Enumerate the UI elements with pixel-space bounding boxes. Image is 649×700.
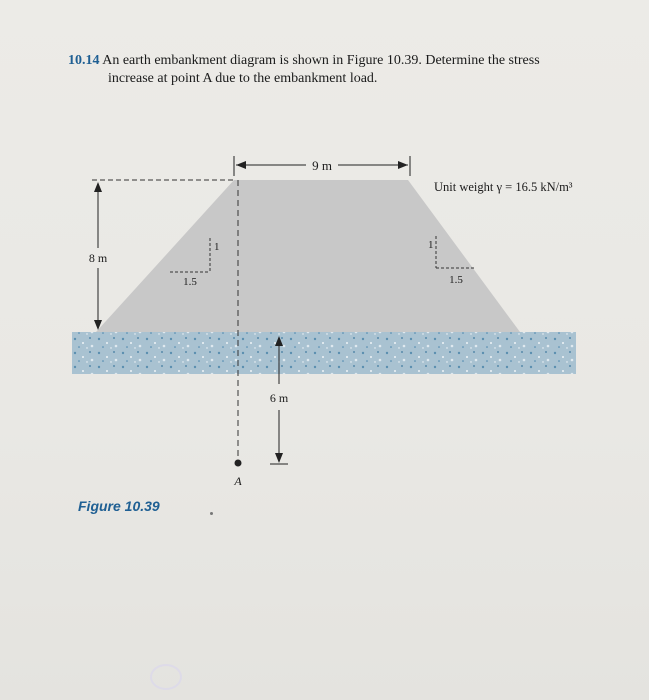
stray-dot	[210, 512, 213, 515]
foundation-soil-layer	[72, 332, 576, 374]
left-slope-run-label: 1.5	[183, 276, 197, 288]
figure-caption: Figure 10.39	[78, 498, 160, 514]
width-label: 9 m	[312, 158, 332, 173]
height-label: 8 m	[88, 251, 108, 265]
problem-text-1: An earth embankment diagram is shown in Figure 10.39. Determine the stress	[102, 53, 540, 68]
right-slope-rise-label: 1	[428, 239, 434, 251]
problem-line-2: increase at point A due to the embankment load.	[108, 71, 378, 86]
width-arrow-left	[236, 161, 246, 169]
reflection-smudge	[150, 664, 182, 690]
embankment-shape	[96, 180, 520, 332]
point-a-label: A	[234, 474, 242, 488]
height-arrow-top	[94, 182, 102, 192]
depth-arrow-bottom	[275, 453, 283, 463]
point-a-marker	[235, 460, 242, 467]
unit-weight-label: Unit weight γ = 16.5 kN/m³	[434, 180, 573, 194]
problem-number: 10.14	[68, 53, 100, 68]
depth-label: 6 m	[269, 391, 289, 405]
left-slope-rise-label: 1	[214, 241, 220, 253]
width-arrow-right	[398, 161, 408, 169]
right-slope-run-label: 1.5	[449, 274, 463, 286]
